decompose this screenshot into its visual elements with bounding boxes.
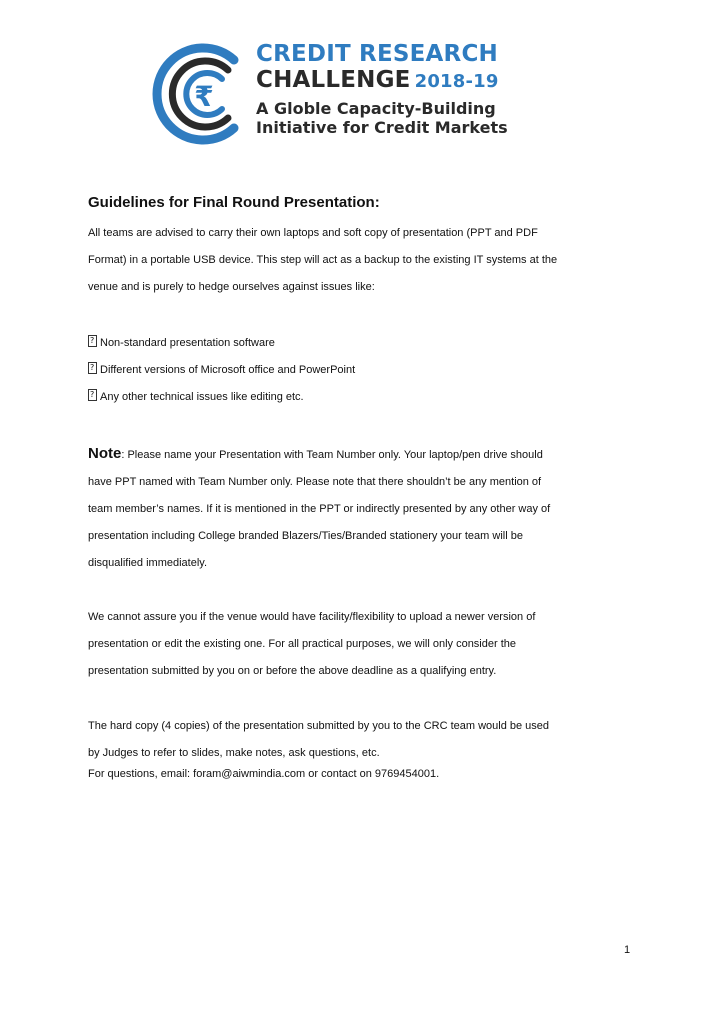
bullet-text: Any other technical issues like editing etc. — [100, 391, 304, 403]
crc-logo — [150, 38, 510, 146]
logo-title-main: CHALLENGE — [256, 67, 411, 93]
rupee-icon: ₹ — [194, 80, 214, 113]
bullet-text: Different versions of Microsoft office and PowerPoint — [100, 364, 356, 376]
hardcopy-paragraph — [88, 713, 628, 781]
page-number: 1 — [624, 944, 631, 956]
bullet-item — [88, 389, 304, 404]
venue-line: presentation submitted by you on or before the above deadline as a qualifying entry. — [88, 665, 497, 677]
hardcopy-line: The hard copy (4 copies) of the presentation submitted by you to the CRC team would be used — [88, 720, 550, 732]
bullet-item — [88, 335, 275, 350]
note-first-line-text: : Please name your Presentation with Team Number only. Your laptop/pen drive should — [121, 449, 543, 461]
note-line: disqualified immediately. — [88, 557, 208, 569]
logo-title-line2 — [256, 69, 508, 92]
note-label: Note — [88, 445, 122, 462]
note-paragraph — [88, 440, 628, 577]
logo-wordmark — [256, 38, 508, 136]
hardcopy-line: by Judges to refer to slides, make notes, ask questions, etc. — [88, 747, 380, 759]
logo-year: 2018-19 — [414, 71, 499, 92]
bullet-item — [88, 362, 355, 377]
logo-tagline-1: A Globle Capacity-Building — [256, 99, 496, 118]
venue-line: presentation or edit the existing one. For all practical purposes, we will only consider the — [88, 638, 517, 650]
note-line: have PPT named with Team Number only. Please note that there shouldn’t be any mention of — [88, 476, 542, 488]
note-first-line — [88, 440, 628, 469]
intro-paragraph — [88, 220, 628, 301]
note-line: team member’s names. If it is mentioned in the PPT or indirectly presented by any other way of — [88, 503, 551, 515]
intro-line: All teams are advised to carry their own laptops and soft copy of presentation (PPT and PDF — [88, 227, 538, 239]
bullet-box-icon — [88, 389, 97, 401]
bullet-box-icon — [88, 362, 97, 374]
logo-title-line1: CREDIT RESEARCH — [256, 41, 498, 67]
page-heading: Guidelines for Final Round Presentation: — [88, 194, 380, 211]
logo-tagline-2: Initiative for Credit Markets — [256, 118, 508, 137]
crc-logo-mark — [150, 42, 254, 146]
note-line: presentation including College branded Blazers/Ties/Branded stationery your team will be — [88, 530, 523, 542]
bullet-box-icon — [88, 335, 97, 347]
bullet-text: Non-standard presentation software — [100, 337, 275, 349]
contact-line: For questions, email: foram@aiwmindia.com or contact on 9769454001. — [88, 768, 440, 780]
intro-line: Format) in a portable USB device. This step will act as a backup to the existing IT systems at the — [88, 254, 558, 266]
venue-paragraph — [88, 604, 628, 685]
intro-line: venue and is purely to hedge ourselves against issues like: — [88, 281, 375, 293]
venue-line: We cannot assure you if the venue would have facility/flexibility to upload a newer version of — [88, 611, 536, 623]
